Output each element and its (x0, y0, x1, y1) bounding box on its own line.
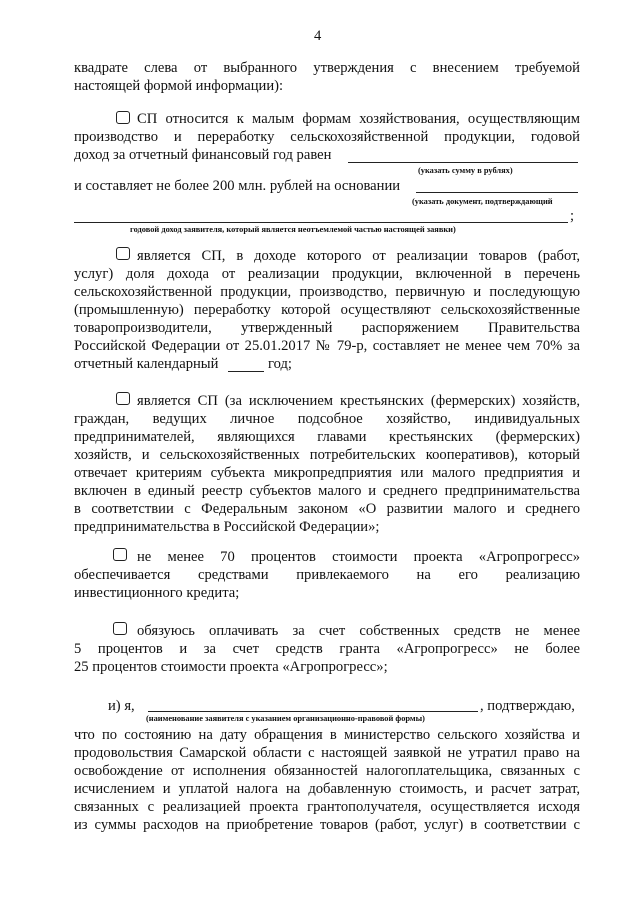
opt1-line-3: доход за отчетный финансовый год равен (74, 147, 332, 163)
opt3-line-6: включен в единый реестр субъектов малого и среднего предпринимательства (74, 483, 580, 499)
hint-applicant: (наименование заявителя с указанием организационно-правовой формы) (146, 714, 425, 723)
confirm-line-2: что по состоянию на дату обращения в министерство сельского хозяйства и (74, 727, 580, 743)
checkbox-small-business[interactable] (116, 111, 130, 124)
hint-doc-2: годовой доход заявителя, который является неотъемлемой частью настоящей заявки) (130, 225, 456, 234)
hint-doc: (указать документ, подтверждающий (412, 197, 553, 206)
applicant-name-field[interactable] (148, 711, 478, 712)
opt4-line-3: инвестиционного кредита; (74, 585, 240, 601)
confirm-line-5: исчислением и уплатой налога на добавленную стоимость, и расчет затрат, (74, 781, 580, 797)
hint-sum: (указать сумму в рублях) (418, 166, 513, 175)
opt1-line-2: производство и переработку сельскохозяйственной продукции, годовой (74, 129, 580, 145)
basis-document-field[interactable] (416, 192, 578, 193)
checkbox-sme-registry[interactable] (116, 392, 130, 405)
opt2-line-4: (промышленную) переработку которой осуществляют сельскохозяйственные (74, 302, 580, 318)
confirm-line-7: из суммы расходов на приобретение товаров (работ, услуг) в соответствии с (74, 817, 580, 833)
opt2-line-6: Российской Федерации от 25.01.2017 № 79-р, составляет не менее чем 70% за (74, 338, 580, 354)
opt2-line-3: сельскохозяйственной продукции, производство, первичную и последующую (74, 284, 580, 300)
opt5-line-1: обязуюсь оплачивать за счет собственных средств не менее (137, 623, 580, 639)
opt3-line-3: предпринимателей, являющихся главами крестьянских (фермерских) (74, 429, 580, 445)
opt2-line-5: товаропроизводители, утвержденный распоряжением Правительства (74, 320, 580, 336)
opt2-line-7a: отчетный календарный (74, 356, 219, 372)
confirm-line-6: связанных с реализацией проекта грантополучателя, осуществляется исходя (74, 799, 580, 815)
opt3-line-8: предпринимательства в Российской Федерации»; (74, 519, 380, 535)
confirm-line-4: освобождение от исполнения обязанностей налогоплательщика, связанных с (74, 763, 580, 779)
opt5-line-2: 5 процентов и за счет средств гранта «Агропрогресс» не более (74, 641, 580, 657)
confirm-line-3: продовольствия Самарской области с настоящей заявкой не утратил право на (74, 745, 580, 761)
checkbox-agri-share[interactable] (116, 247, 130, 260)
opt2-line-1: является СП, в доходе которого от реализации товаров (работ, (137, 248, 580, 264)
opt5-line-3: 25 процентов стоимости проекта «Агропрогресс»; (74, 659, 388, 675)
basis-document-field-2[interactable] (74, 222, 568, 223)
annual-income-field[interactable] (348, 162, 578, 163)
intro-line-1: квадрате слева от выбранного утверждения с внесением требуемой (74, 60, 580, 76)
opt3-line-1: является СП (за исключением крестьянских (фермерских) хозяйств, (137, 393, 580, 409)
opt3-line-2: граждан, ведущих личное подсобное хозяйство, индивидуальных (74, 411, 580, 427)
calendar-year-field[interactable] (228, 371, 264, 372)
checkbox-own-funds[interactable] (113, 622, 127, 635)
opt4-line-1: не менее 70 процентов стоимости проекта «Агропрогресс» (137, 549, 580, 565)
opt2-line-7b: год; (268, 356, 292, 372)
opt2-line-2: услуг) доля дохода от реализации продукции, включенной в перечень (74, 266, 580, 282)
opt1-line-1: СП относится к малым формам хозяйствования, осуществляющим (137, 111, 580, 127)
semicolon: ; (570, 208, 575, 224)
opt3-line-7: в соответствии с Федеральным законом «О развитии малого и среднего (74, 501, 580, 517)
opt4-line-2: обеспечивается средствами привлекаемого на его реализацию (74, 567, 580, 583)
confirm-lead: и) я, (108, 698, 135, 714)
opt3-line-5: отвечает критериям субъекта микропредприятия или малого предприятия и (74, 465, 580, 481)
intro-line-2: настоящей формой информации): (74, 78, 284, 94)
opt3-line-4: хозяйств, и сельскохозяйственных потребительских кооперативов), который (74, 447, 580, 463)
confirm-tail: , подтверждаю, (480, 698, 575, 714)
checkbox-investment-credit[interactable] (113, 548, 127, 561)
page-number: 4 (314, 28, 322, 44)
opt1-line-4: и составляет не более 200 млн. рублей на основании (74, 178, 401, 194)
